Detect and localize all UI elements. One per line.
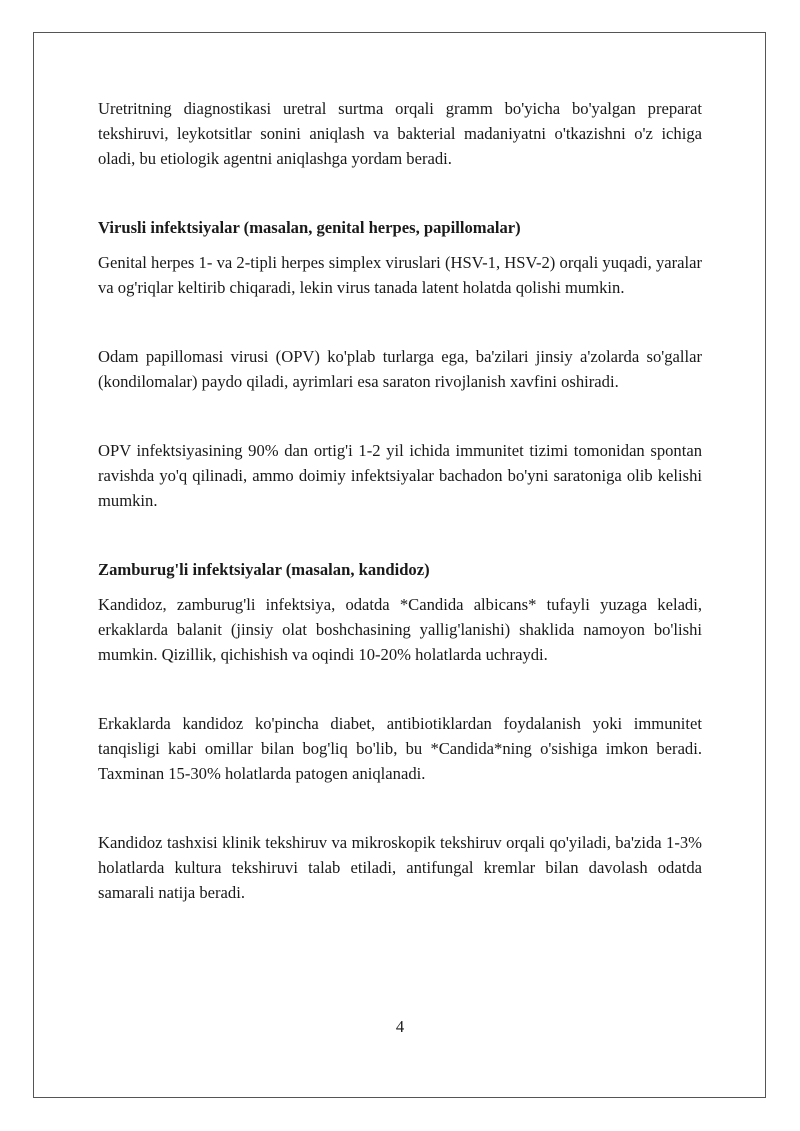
paragraph-genital-herpes: Genital herpes 1- va 2-tipli herpes simplex viruslari (HSV-1, HSV-2) orqali yuqadi, yaralar va og'riqlar keltirib chiqaradi, lekin virus tanada latent holatda qolishi mumkin. <box>98 253 702 297</box>
page-number: 4 <box>395 1017 405 1036</box>
section-heading-viral-infections: Virusli infektsiyalar (masalan, genital herpes, papillomalar) <box>98 218 521 237</box>
section-heading-fungal-infections: Zamburug'li infektsiyalar (masalan, kandidoz) <box>98 560 430 579</box>
paragraph-candidiasis: Kandidoz, zamburug'li infektsiya, odatda *Candida albicans* tufayli yuzaga keladi, erkaklarda balanit (jinsiy olat boshchasining yallig'lanishi) shaklida namoyon bo'lishi mumkin. Qizillik, qichishish va oqindi 10-20% holatlarda uchraydi. <box>98 595 702 664</box>
paragraph-opv-clearance: OPV infektsiyasining 90% dan ortig'i 1-2 yil ichida immunitet tizimi tomonidan spontan ravishda yo'q qilinadi, ammo doimiy infektsiyalar bachadon bo'yni saratoniga olib kelishi mumkin. <box>98 441 702 510</box>
paragraph-papilloma-virus: Odam papillomasi virusi (OPV) ko'plab turlarga ega, ba'zilari jinsiy a'zolarda so'gallar (kondilomalar) paydo qiladi, ayrimlari esa saraton rivojlanish xavfini oshiradi. <box>98 347 702 391</box>
paragraph-candidiasis-diagnosis: Kandidoz tashxisi klinik tekshiruv va mikroskopik tekshiruv orqali qo'yiladi, ba'zida 1-3% holatlarda kultura tekshiruvi talab etiladi, antifungal kremlar bilan davolash odatda samarali natija beradi. <box>98 833 702 902</box>
page-body <box>98 96 702 905</box>
paragraph-urethritis-diagnostics: Uretritning diagnostikasi uretral surtma orqali gramm bo'yicha bo'yalgan preparat tekshiruvi, leykotsitlar sonini aniqlash va bakterial madaniyatni o'tkazishni o'z ichiga oladi, bu etiologik agentni aniqlashga yordam beradi. <box>98 99 702 168</box>
paragraph-candidiasis-risk-factors: Erkaklarda kandidoz ko'pincha diabet, antibiotiklardan foydalanish yoki immunitet tanqisligi kabi omillar bilan bog'liq bo'lib, bu *Candida*ning o'sishiga imkon beradi. Taxminan 15-30% holatlarda patogen aniqlanadi. <box>98 714 702 783</box>
